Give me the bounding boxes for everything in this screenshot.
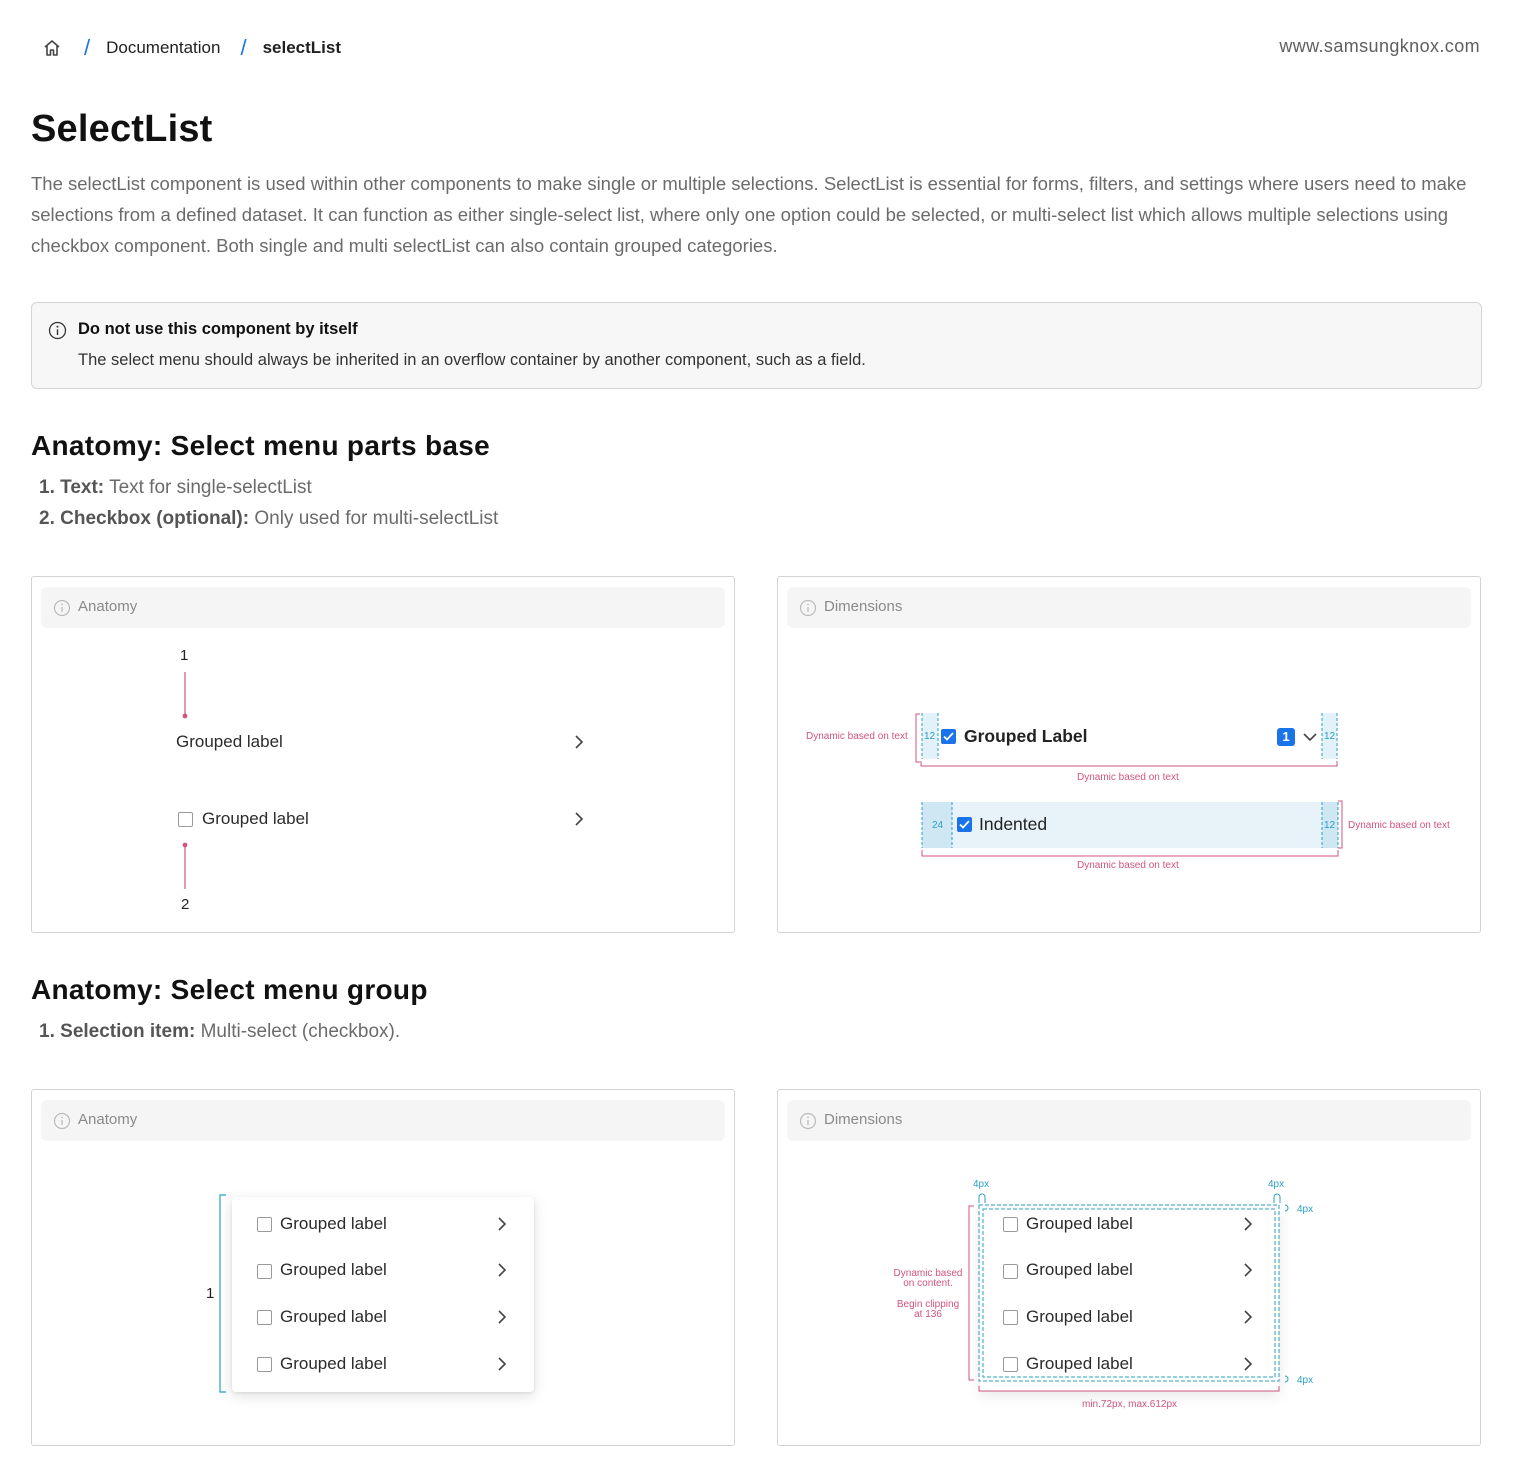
chevron-right-icon	[495, 1261, 509, 1279]
padding-value: 12	[1324, 731, 1336, 742]
dimension-note: min.72px, max.612px	[1082, 1399, 1178, 1410]
page-title: SelectList	[31, 108, 213, 150]
dimension-note: Begin clipping at 136	[896, 1299, 960, 1320]
chevron-right-icon	[1241, 1215, 1255, 1233]
chevron-right-icon	[1241, 1308, 1255, 1326]
chevron-right-icon	[572, 810, 586, 828]
padding-value: 4px	[1268, 1179, 1285, 1190]
anatomy-card	[31, 576, 735, 933]
card-title: Anatomy	[78, 1111, 138, 1128]
dimension-note: Dynamic based on text	[1077, 772, 1179, 783]
menu-item-label[interactable]: Grouped label	[1026, 1307, 1133, 1326]
padding-value: 24	[932, 820, 944, 831]
section-heading: Anatomy: Select menu parts base	[31, 430, 490, 461]
menu-item-label[interactable]: Grouped label	[280, 1260, 387, 1279]
padding-value: 12	[1324, 820, 1336, 831]
grouped-label-text: Grouped label	[176, 732, 283, 751]
callout-line-2	[180, 839, 190, 891]
info-icon	[799, 599, 817, 622]
list-item: 1. Text: Text for single-selectList	[39, 477, 312, 498]
menu-item-label[interactable]: Grouped label	[1026, 1214, 1133, 1233]
checkbox[interactable]	[1003, 1310, 1018, 1325]
checkbox[interactable]	[257, 1264, 272, 1279]
card-title: Dimensions	[824, 1111, 903, 1128]
list-item: 2. Checkbox (optional): Only used for multi-selectList	[39, 508, 499, 529]
section-points	[39, 1016, 400, 1047]
indented-label-text: Indented	[979, 814, 1048, 834]
checkbox[interactable]	[257, 1310, 272, 1325]
section-points	[39, 472, 498, 534]
anatomy-marker-1: 1	[180, 647, 189, 664]
info-icon	[799, 1112, 817, 1135]
chevron-right-icon	[1241, 1355, 1255, 1373]
breadcrumb-separator: /	[240, 35, 247, 60]
card-title: Dimensions	[824, 598, 903, 615]
notice-body: The select menu should always be inherited in an overflow container by another component, such as a field.	[78, 351, 866, 369]
card-header	[41, 587, 725, 628]
section-heading: Anatomy: Select menu group	[31, 974, 428, 1005]
checkbox[interactable]	[1003, 1357, 1018, 1372]
site-url[interactable]: www.samsungknox.com	[1279, 36, 1480, 56]
chevron-right-icon	[1241, 1261, 1255, 1279]
padding-value: 4px	[1297, 1204, 1314, 1215]
chevron-right-icon	[495, 1355, 509, 1373]
checkbox[interactable]	[257, 1217, 272, 1232]
page-intro: The selectList component is used within other components to make single or multiple selections. SelectList is essential for forms, filters, and settings where users need to make selections from a defined dataset. It can function as either single-select list, where only one option could be selected, or multi-select list which allows multiple selections using checkbox component. Both single and multi selectList can also contain grouped categories.	[31, 173, 1467, 256]
info-icon	[48, 321, 67, 345]
anatomy-marker-1: 1	[206, 1285, 215, 1302]
checkbox[interactable]	[178, 812, 193, 827]
group-bracket	[214, 1194, 228, 1394]
dimension-note: Dynamic based on text	[1077, 860, 1179, 871]
breadcrumb	[40, 34, 341, 62]
callout-line-1	[180, 670, 190, 720]
grouped-label-text: Grouped label	[202, 809, 309, 828]
padding-value: 4px	[973, 1179, 990, 1190]
menu-item-label[interactable]: Grouped label	[280, 1307, 387, 1326]
count-badge: 1	[1277, 728, 1295, 746]
menu-item-label[interactable]: Grouped label	[1026, 1260, 1133, 1279]
grouped-label-text: Grouped Label	[964, 726, 1088, 746]
checkbox[interactable]	[257, 1357, 272, 1372]
dimension-note: Dynamic based on text	[1348, 820, 1450, 831]
checkbox[interactable]	[1003, 1217, 1018, 1232]
breadcrumb-separator: /	[84, 35, 91, 60]
card-header	[787, 587, 1471, 628]
padding-value: 4px	[1297, 1375, 1314, 1386]
notice-title: Do not use this component by itself	[78, 320, 358, 338]
padding-value: 12	[924, 731, 936, 742]
chevron-right-icon	[495, 1215, 509, 1233]
menu-item-label[interactable]: Grouped label	[1026, 1354, 1133, 1373]
checkbox-checked[interactable]	[941, 729, 956, 744]
card-header	[787, 1100, 1471, 1141]
dimension-note: Dynamic based on content.	[893, 1268, 963, 1289]
notice-callout	[31, 302, 1482, 389]
breadcrumb-current: selectList	[262, 38, 342, 57]
card-header	[41, 1100, 725, 1141]
chevron-right-icon	[572, 733, 586, 751]
checkbox-checked[interactable]	[957, 817, 972, 832]
chevron-down-icon[interactable]	[1302, 730, 1318, 744]
info-icon	[53, 1112, 71, 1135]
anatomy-marker-2: 2	[181, 896, 190, 913]
card-title: Anatomy	[78, 598, 138, 615]
chevron-right-icon	[495, 1308, 509, 1326]
dimension-note: Dynamic based on text	[806, 731, 908, 742]
menu-item-label[interactable]: Grouped label	[280, 1214, 387, 1233]
info-icon	[53, 599, 71, 622]
list-item: 1. Selection item: Multi-select (checkbox).	[39, 1021, 401, 1042]
checkbox[interactable]	[1003, 1264, 1018, 1279]
home-icon[interactable]	[40, 36, 64, 60]
breadcrumb-documentation[interactable]: Documentation	[106, 38, 221, 57]
menu-item-label[interactable]: Grouped label	[280, 1354, 387, 1373]
